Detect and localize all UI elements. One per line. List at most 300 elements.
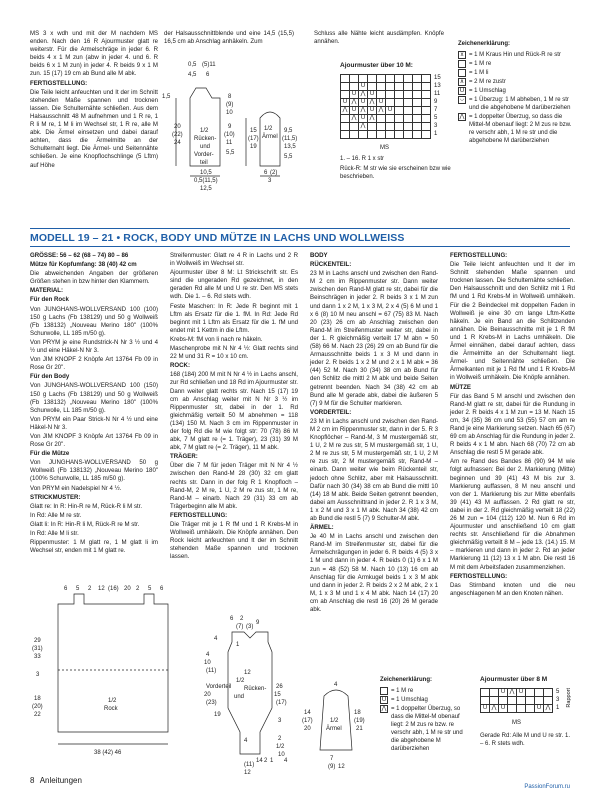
column-finishing <box>450 252 575 599</box>
ajour10-cell <box>368 83 377 91</box>
body-label: 2 <box>264 758 268 764</box>
ajour10-cell <box>341 123 350 131</box>
ajour8-cell <box>535 689 544 697</box>
ajour10-row-number: 1 <box>434 131 438 137</box>
ts-label-9: Rücken- <box>194 136 217 142</box>
ajour10-cell <box>377 83 386 91</box>
ajour8-cell <box>544 697 553 705</box>
ajour10-cell <box>422 75 431 83</box>
col-a-para: Von JUNGHANS-WOLLVERSAND 100 (100) 150 g Lachs (Fb 138129) und 50 g Wollweiß (Fb 138132) „Nouveau Merino 180" (100% Schurwolle, LL 185 m/50 g). <box>30 305 158 337</box>
legend-symbol-icon: ⋀ <box>459 114 465 120</box>
ts-label-10: und <box>200 144 211 150</box>
ajour8-note: Gerade Rd: Alle M und U re str. 1. – 6. R stets wdh. <box>480 733 571 747</box>
ajour8-chart <box>480 688 563 713</box>
ts-label-32: 6 <box>264 170 268 176</box>
col-a-para: Von JUNGHANS-WOLLVERSAND 100 (150) 150 g Lachs (Fb 138129) und 50 g Wollweiß (Fb 138132) „Nouveau Merino 180" (100% Schurwolle, LL 185 m/50 g). <box>30 382 158 414</box>
body-label: (3) <box>246 624 254 630</box>
ts-label-2: 4,5 <box>188 72 197 78</box>
rock-left-6: 22 <box>34 712 41 718</box>
ajour10-cell: U <box>377 99 386 107</box>
ts-label-21: (17) <box>248 136 259 142</box>
legend-text: = 1 Umschlag <box>469 88 506 94</box>
legend-bottom <box>380 676 472 754</box>
body-label: (23) <box>206 700 217 706</box>
col-b-para: Maschenprobe mit N Nr 4 ½: Glatt rechts sind 22 M und 31 R = 10 x 10 cm. <box>170 345 298 361</box>
body-label: 15 <box>274 692 281 698</box>
watermark-source: PassionForum.ru <box>524 784 570 790</box>
col-a-para: Glatt re: In R: Hin-R re M, Rück-R li M str. <box>30 502 143 510</box>
col-a-para: GRÖSSE: 56 – 62 (68 – 74) 80 – 86 <box>30 252 129 259</box>
ajour8-cell: U <box>499 705 508 713</box>
top-col2-para: der Halsausschnittblende und eine 14,5 (15,5) 16,5 cm ab Anschlag anhäkeln. Zum <box>164 30 294 46</box>
rock-center-0: 1/2 <box>108 698 117 704</box>
armel-label: 4 <box>334 682 338 688</box>
ts-label-19: 5,5 <box>226 150 235 156</box>
ajour8-cell: U <box>535 705 544 713</box>
ajour10-cell <box>413 107 422 115</box>
ajour10-row-number: 11 <box>434 91 441 97</box>
ajour8-cell <box>499 697 508 705</box>
col-c-para: ÄRMEL: <box>310 524 334 532</box>
col-b-para: TRÄGER: <box>170 453 198 461</box>
col-a-para: Für die Mütze <box>30 450 70 458</box>
ajour10-cell <box>350 131 359 139</box>
ajour10-cell: U <box>386 107 395 115</box>
ajour10-cell <box>413 115 422 123</box>
ts-label-16: 9 <box>228 124 232 130</box>
ajour10-cell <box>386 83 395 91</box>
section-rule-top <box>30 228 570 229</box>
col-a-para: STRICKMUSTER: <box>30 493 81 501</box>
ajour8-row-number: 3 <box>556 697 560 703</box>
ts-label-28: 5,5 <box>284 154 293 160</box>
body-label: 12 <box>244 670 251 676</box>
armel-label: (17) <box>302 718 313 724</box>
column-rock <box>170 252 298 562</box>
legend-text: = 1 Überzug: 1 M abheben, 1 M re str und die abgehobene M darüberziehen <box>469 97 571 111</box>
col-a-para: Von PRYM ein Paar Strick-N Nr 4 ½ und eine Häkel-N Nr 3. <box>30 415 158 431</box>
legend-item <box>458 96 573 112</box>
ajour8-cell: ⋀ <box>490 705 499 713</box>
col-b-para: Feste Maschen: In R: Jede R beginnt mit 1 Lftm als Ersatz für die 1. fM. In Rd: Jede Rd beginnt mit 1 Lftm als Ersatz für die 1. fM und endet mit 1 Kettm in die Lftm. <box>170 302 298 334</box>
top-column-3 <box>314 30 444 47</box>
armel-label: 14 <box>304 710 311 716</box>
ajour10-cell: U <box>350 107 359 115</box>
ajour10-cell: U <box>359 83 368 91</box>
body-label: 10 <box>204 660 211 666</box>
ts-label-23: 1/2 <box>264 126 273 132</box>
ajour10-cell <box>341 131 350 139</box>
body-label: (7) <box>236 624 244 630</box>
ajour8-cell <box>490 697 499 705</box>
ajour8-cell <box>490 689 499 697</box>
top-column-1 <box>30 30 158 171</box>
column-materials <box>30 252 158 556</box>
ajour10-cell <box>422 115 431 123</box>
col-b-para: Über die 7 M für jeden Träger mit N Nr 4 ½ zwischen den Rand-M 28 (30) 32 cm glatt rechts str. Dann in der folg R 1 Knopfloch – Rand-M, 2 M re, 1 U, 2 M re zus str, 1 M re, Rand-M – einarb. Nach 29 (31) 33 cm ab Trägerbeginn alle M abk. <box>170 462 298 510</box>
body-label: 3 <box>278 718 282 724</box>
ajour8-ms-label: MS <box>512 720 521 726</box>
ajour10-cell <box>368 75 377 83</box>
col-b-para: Krebs-M: fM von li nach re häkeln. <box>170 335 263 343</box>
ajour10-cell <box>422 91 431 99</box>
legend-item <box>458 87 573 95</box>
body-label: 2 <box>278 736 282 742</box>
col-a-para: In Rd: Alle M re str. <box>30 511 82 519</box>
ajour8-title: Ajourmuster über 8 M <box>480 676 548 683</box>
legend-text: = 1 M li <box>469 70 489 76</box>
legend-item <box>380 696 472 704</box>
ajour10-cell <box>404 115 413 123</box>
legend-item <box>458 113 573 145</box>
col-d-para: MÜTZE <box>450 383 471 391</box>
ajour10-ms-label: MS <box>380 145 389 151</box>
ajour10-cell <box>350 75 359 83</box>
legend-text: = 2 M re zustr <box>469 79 506 85</box>
ajour10-cell <box>395 99 404 107</box>
col-a-para: Für den Body <box>30 373 70 381</box>
col-a-para: Die abweichenden Angaben der größeren Größen stehen in bzw hinter den Klammern. <box>30 270 158 286</box>
ajour10-cell <box>422 123 431 131</box>
col-a-para: Von JIM KNOPF 3 Knöpfe Art 13764 Fb 09 in Rose Gr 20". <box>30 432 158 449</box>
ajour10-cell: ⋀ <box>359 107 368 115</box>
ajour8-cell <box>526 689 535 697</box>
ajour10-cell <box>377 115 386 123</box>
body-label: 9 <box>256 620 260 626</box>
armel-label: 18 <box>354 710 361 716</box>
rock-left-2: 33 <box>34 654 41 660</box>
rock-left-5: (20) <box>32 704 43 710</box>
col-c-para: RÜCKENTEIL: <box>310 261 352 269</box>
ajour10-cell <box>359 131 368 139</box>
ajour10-cell: ⋀ <box>368 99 377 107</box>
legend-text: = 1 M re <box>469 61 492 67</box>
body-label: 14 <box>256 758 263 764</box>
ts-label-7: 10 <box>226 110 233 116</box>
legend-item <box>458 60 573 68</box>
ajour8-cell <box>544 689 553 697</box>
ajour8-row-number: 5 <box>556 689 560 695</box>
ajour10-cell <box>341 91 350 99</box>
ajour10-row-number: 15 <box>434 75 441 81</box>
ts-label-17: (10) <box>224 132 235 138</box>
legend-item <box>380 687 472 695</box>
ajour10-cell <box>413 99 422 107</box>
ajour10-cell <box>377 131 386 139</box>
top-col1-para-2: Die Teile leicht anfeuchten und It der im Schnitt stehenden Maße spannen und trocknen lassen. Die Schulternähte schließen. Aus dem Halsausschnitt 48 M aufnehmen und 1 R re, 1 R li M re, 1 M li im Wechsel str, 1 R re, alle M abk. Die Ärmel einsetzen und dabei darauf achten, dass die Ärmelmitte an der Schulternaht liegt. Die Ärmel- und Seitennähte schließen. Je eine Knopflochschlinge (5 Lftm) auf Höhe <box>30 88 158 169</box>
col-a-para: Von JIM KNOPF 2 Knöpfe Art 13764 Fb 09 in Rose Gr 20". <box>30 356 158 372</box>
ts-label-13: 20 <box>174 124 181 130</box>
legend-symbol-icon <box>458 60 466 68</box>
rock-left-3: 3 <box>36 672 40 678</box>
ajour8-cell: U <box>481 705 490 713</box>
col-a-para: Von JUNGHANS-WOLLVERSAND 50 g Wollweiß (Fb 138132) „Nouveau Merino 180" (100% Schurwolle, LL 185 m/50 g). <box>30 459 158 483</box>
ajour10-cell <box>386 99 395 107</box>
ts-label-33: (2) <box>270 170 278 176</box>
body-label: 1 <box>236 642 240 648</box>
rock-top-label: 20 <box>124 586 131 592</box>
ajour10-cell: ⋀ <box>377 107 386 115</box>
ajour10-cell <box>341 115 350 123</box>
ts-label-1: (5)11 <box>202 62 216 68</box>
ajour10-cell <box>413 123 422 131</box>
legend-text: = 1 doppelter Überzug, so dass die Mittel-M obenauf liegt: 2 M zus re bzw. re verschr abh, 1 M re str und die abgehobene M darüberziehen <box>469 114 572 144</box>
col-a-para: Von PRYM je eine Rundstrick-N Nr 3 ½ und 4 ½ und eine Häkel-N Nr 3. <box>30 338 158 355</box>
ajour10-cell <box>404 131 413 139</box>
legend-symbol-icon: U <box>381 697 387 703</box>
ajour10-note2: Rück-R: M str wie sie erscheinen bzw wie beschrieben. <box>340 166 451 180</box>
legend-item <box>380 705 472 753</box>
ajour8-cell: U <box>499 689 508 697</box>
ts-label-12: teil <box>200 160 208 166</box>
rock-left-1: (31) <box>32 646 43 652</box>
ts-label-3: 6 <box>206 72 210 78</box>
body-label: 26 <box>276 684 283 690</box>
ajour10-cell <box>395 107 404 115</box>
col-b-para: Die Träger mit je 1 R fM und 1 R Krebs-M in Wollweiß umhäkeln. Die Knöpfe annähen. Den Rock leicht anfeuchten und lt der im Schnitt stehenden Maße spannen und trocknen lassen. <box>170 521 298 561</box>
ts-label-30: 0,5(11,5) <box>194 178 218 184</box>
ajour10-cell: ⋀ <box>350 99 359 107</box>
ajour10-cell <box>413 131 422 139</box>
ts-label-4: 1,5 <box>162 94 171 100</box>
body-label: 4 <box>284 758 288 764</box>
rock-top-label: 2 <box>136 586 140 592</box>
armel-label: 7 <box>330 756 334 762</box>
col-a-para: Mütze für Kopfumfang: 38 (40) 42 cm <box>30 261 137 269</box>
ajour10-cell <box>404 83 413 91</box>
col-c-para: BODY <box>310 252 328 259</box>
rock-top-label: 2 <box>88 586 92 592</box>
legend-bottom-title: Zeichenerklärung: <box>380 677 433 683</box>
ts-label-6: (9) <box>226 102 234 108</box>
body-label: und <box>234 694 245 700</box>
ajour8-cell <box>517 705 526 713</box>
col-b-para: 168 (184) 200 M mit N Nr 4 ½ in Lachs anschl, zur Rd schließen und 18 Rd im Ajourmuster str. Dann weiter glatt rechts str. Nach 15 (17) 19 cm ab Anschlag weiter mit N Nr 3 ½ im Rippenmuster str, dabei in der 1. Rd gleichmäßig verteilt 50 M abnehmen = 118 (134) 150 M. Nach 3 cm im Rippenmuster in der folg Rd die M wie folgt str: 70 (78) 86 M abk, 7 M glatt re (= 1. Träger), 23 (31) 39 M abk, 7 M glatt re (= 2. Träger), 11 M abk. <box>170 371 298 452</box>
armel-label: 12 <box>338 764 345 770</box>
ajour10-cell <box>386 75 395 83</box>
col-b-para: Ajourmuster über 8 M: Lt Strickschrift str. Es sind die ungeraden Rd gezeichnet, in den geraden Rd alle M und U re str. Den MS stets wdh. Die 1. – 6. Rd stets wdh. <box>170 269 298 301</box>
ajour10-cell <box>368 131 377 139</box>
ajour10-cell <box>422 131 431 139</box>
page-number: 8 <box>30 776 35 785</box>
col-d-para: Für das Band 5 M anschl und zwischen den Rand-M glatt re str, dabei für die Rundung in jeder 2. R beids 4 x 1 M zun = 13 M. Nach 15 cm, 34 (35) 36 cm und 53 (55) 57 cm am re Rand je eine Markierung setzen. Nach 65 (67) 69 cm ab Anschlag für die Rundung in jeder 2. R beids 4 x 1 M abn. Nach 68 (70) 72 cm ab Anschlag die restl 5 M gerade abk. <box>450 392 576 457</box>
body-label: 10 <box>278 752 285 758</box>
legend-symbol-icon: ⌵ <box>459 97 465 103</box>
page-footer <box>30 776 82 785</box>
ajour8-cell: ⋀ <box>508 689 517 697</box>
ts-label-22: 19 <box>250 144 257 150</box>
ajour8-side-label: Rapport <box>566 688 572 708</box>
col-d-para: Das Stirnband knoten und die neu angeschlagenen M an den Knoten nähen. <box>450 581 575 597</box>
armel-label: (19) <box>354 718 365 724</box>
ajour10-cell <box>350 83 359 91</box>
top-column-2 <box>164 30 294 47</box>
body-label: 1/2 <box>276 744 285 750</box>
armel-label: 1/2 <box>330 718 339 724</box>
ajour10-title: Ajourmuster über 10 M: <box>340 62 413 69</box>
body-label: 1 <box>270 758 274 764</box>
body-label: 12 <box>244 770 251 776</box>
ajour10-cell <box>368 123 377 131</box>
col-a-para: Glatt li: In R: Hin-R li M, Rück-R re M str. <box>30 520 140 528</box>
legend-symbol-icon: ∧ <box>459 79 465 85</box>
col-c-para: 23 M in Lachs anschl und zwischen den Rand-M 2 cm im Rippenmuster str, dann in der 5. R 3 Knopflöcher – Rand-M, 3 M mustergemäß str, 1 U, 2 M re zus str, 5 M mustergemäß str, 1 U, 2 M re zus str, 5 M mustergemäß str, 1 U, 2 M re zus str, 2 M mustergemäß str, Rand-M – einarb. Dann weiter wie beim Rückenteil str, jedoch ohne Schlitz, aber mit Halsausschnitt. Dafür nach 30 (34) 38 cm ab Bund die mittl 10 (14) 18 M abk. Beide Seiten getrennt beenden, dabei am Ausschnittrand in jeder 2. R 1 x 3 M, 1 x 2 M und 3 x 1 M abk. Nach 34 (38) 42 cm ab Bund die restl 5 (7) 9 Schulter-M abk. <box>310 417 438 522</box>
legend-symbol-icon: x <box>458 51 466 59</box>
legend-item <box>458 51 573 59</box>
col-d-para: FERTIGSTELLUNG: <box>450 572 508 580</box>
body-label: Vorderteil <box>206 684 232 690</box>
rock-schematic <box>28 582 198 762</box>
ts-label-20: 15 <box>250 128 257 134</box>
page-section-label: Anleitungen <box>39 776 82 785</box>
ajour10-cell: U <box>359 99 368 107</box>
column-body <box>310 252 438 615</box>
body-label: 20 <box>204 692 211 698</box>
ajour8-cell <box>508 705 517 713</box>
ajour10-cell: U <box>368 91 377 99</box>
armel-label: 21 <box>356 726 363 732</box>
ajour10-cell: ⋀ <box>359 91 368 99</box>
ts-label-14: (22) <box>172 132 183 138</box>
ajour10-cell <box>395 83 404 91</box>
top-schematic <box>160 58 305 198</box>
ts-label-0: 0,5 <box>188 62 197 68</box>
col-d-para: FERTIGSTELLUNG: <box>450 252 508 259</box>
body-label: 4 <box>206 652 210 658</box>
legend-text: = 1 M Kraus Hin und Rück-R re str <box>469 52 561 58</box>
body-label: Rücken- <box>244 686 267 692</box>
legend-item <box>458 78 573 86</box>
col-d-para: Am re Rand des Bandes 86 (90) 94 M wie folgt aufnassen: Bei der 2. Markierung (Mitte) beginnen und 39 (41) 43 M bis zur 3. Markierung auffassen, 8 M neu anschl und von der 1. Markierung bis zur Mitte ebenfalls 39 (41) 43 M auffassen. 2 Rd glatt re str, dabei in der 2. Rd gleichmäßig verteilt 18 (22) 26 M zun = 104 (112) 120 M. Nun 6 Rd im Ajourmuster und anschließend 10 cm glatt rechts str. Anschließend für die Abnahmen gleichmäßig verteilt 8 M – jede 13. (14.) 15. M – markieren und dann in jeder 2. Rd an jeder Markierung 11 (12) 13 x 1 M abn. Die restl 16 M mit dem Arbeitsfaden zusammenziehen. <box>450 458 575 571</box>
armel-label: 20 <box>304 726 311 732</box>
ajour10-cell <box>422 107 431 115</box>
armel-label: (9) <box>328 764 336 770</box>
rock-center-1: Rock <box>104 706 118 712</box>
ts-label-29: 10,5 <box>200 170 212 176</box>
body-label: 1/2 <box>236 678 245 684</box>
body-label: 2 <box>240 616 244 622</box>
body-label: 4 <box>214 636 218 642</box>
ajour10-cell <box>386 123 395 131</box>
ajour10-cell <box>404 123 413 131</box>
legend-symbol-icon: ⋀ <box>381 706 387 712</box>
col-a-para: MATERIAL: <box>30 287 64 295</box>
ajour10-cell <box>341 75 350 83</box>
rock-left-4: 18 <box>34 696 41 702</box>
ajour10-cell <box>404 75 413 83</box>
rock-top-label: 6 <box>64 586 68 592</box>
ajour10-cell <box>422 83 431 91</box>
ajour10-cell: U <box>368 107 377 115</box>
body-label: 4 <box>244 738 248 744</box>
ts-label-18: 11 <box>226 140 233 146</box>
legend-text: = 1 Umschlag <box>391 697 428 703</box>
body-label: (17) <box>276 700 287 706</box>
legend-symbol-icon: U <box>459 88 465 94</box>
col-b-para: ROCK: <box>170 362 190 370</box>
ajour10-cell <box>341 83 350 91</box>
ts-label-15: 24 <box>174 140 181 146</box>
rock-top-label: 5 <box>148 586 152 592</box>
ajour10-cell <box>404 107 413 115</box>
ajour8-cell <box>508 697 517 705</box>
legend-symbol-icon <box>380 687 388 695</box>
legend-text: = 1 M re <box>391 688 414 694</box>
ajour10-cell <box>395 75 404 83</box>
ajour10-cell <box>395 131 404 139</box>
legend-text: = 1 doppelter Überzug, so dass die Mittel-M obenauf liegt: 2 M zus re bzw. re verschr abh, 1 M re str und die abgehobene M darüberziehen <box>391 706 463 752</box>
ts-label-26: (11,5) <box>282 136 298 142</box>
ajour10-cell: ⋀ <box>359 123 368 131</box>
ajour10-cell <box>395 115 404 123</box>
ajour10-cell: U <box>350 91 359 99</box>
ajour8-cell <box>526 697 535 705</box>
armel-label: Ärmel <box>326 726 342 732</box>
body-schematic <box>200 612 300 777</box>
ajour8-cell: U <box>517 689 526 697</box>
ts-label-31: 12,5 <box>200 186 212 192</box>
body-label: (11) <box>244 762 255 768</box>
ajour10-chart <box>340 74 442 139</box>
ajour8-row-number: 1 <box>556 705 560 711</box>
ajour8-cell <box>481 689 490 697</box>
ajour10-cell <box>377 75 386 83</box>
ajour10-cell <box>413 75 422 83</box>
col-c-para: VORDERTEIL: <box>310 408 352 416</box>
col-b-para: Streifenmuster: Glatt re 4 R in Lachs und 2 R in Wollweiß im Wechsel str. <box>170 252 298 268</box>
ajour10-cell <box>350 123 359 131</box>
col-a-para: In Rd: Alle M li str. <box>30 530 79 537</box>
ajour10-row-number: 9 <box>434 99 438 105</box>
armel-schematic <box>300 680 370 775</box>
ajour10-cell <box>404 91 413 99</box>
top-col1-para-1: MS 3 x wdh und mit der M nachdem MS enden. Nach den 16 R Ajourmuster glatt re weiterstr. Für die Armelschräge in jeder 6. R beids 4 x 1 M zun (abw in jeder 4. und 6. R beids 6 x 1 M zun) in jeder 4. R beids 9 x 1 M zun. 15 (17) 19 cm ab Bund alle M abk. <box>30 30 158 78</box>
legend-symbol-icon <box>458 69 466 77</box>
ajour8-cell <box>517 697 526 705</box>
ajour10-cell <box>422 99 431 107</box>
col-b-para: FERTIGSTELLUNG: <box>170 511 228 519</box>
ts-label-34: 3 <box>268 178 272 184</box>
ajour10-note: 1. – 16. R 1 x str <box>340 156 385 162</box>
ts-label-25: 9,5 <box>284 128 293 134</box>
ts-label-24: Ärmel <box>262 134 278 140</box>
section-rule-bottom <box>30 246 570 247</box>
body-label: 6 <box>230 616 234 622</box>
body-label: 19 <box>214 712 221 718</box>
rock-top-label: 12 <box>98 586 105 592</box>
ajour10-cell <box>377 91 386 99</box>
ajour10-cell: ⋀ <box>341 107 350 115</box>
legend-item <box>458 69 573 77</box>
ajour10-cell <box>359 75 368 83</box>
ajour10-cell: U <box>341 99 350 107</box>
rock-top-label: 5 <box>76 586 80 592</box>
ts-label-5: 8 <box>228 94 232 100</box>
ts-label-8: 1/2 <box>200 128 209 134</box>
ajour8-cell <box>481 697 490 705</box>
rock-top-label: (16) <box>108 586 119 592</box>
ajour8-cell <box>535 697 544 705</box>
ajour8-cell: ⋀ <box>544 705 553 713</box>
ajour10-row-number: 3 <box>434 123 438 129</box>
ajour10-cell <box>404 99 413 107</box>
ajour10-cell <box>386 91 395 99</box>
ajour10-cell <box>377 123 386 131</box>
ajour10-cell: U <box>359 115 368 123</box>
ajour10-cell <box>386 131 395 139</box>
body-label: (11) <box>206 668 217 674</box>
ajour10-row-number: 5 <box>434 115 438 121</box>
